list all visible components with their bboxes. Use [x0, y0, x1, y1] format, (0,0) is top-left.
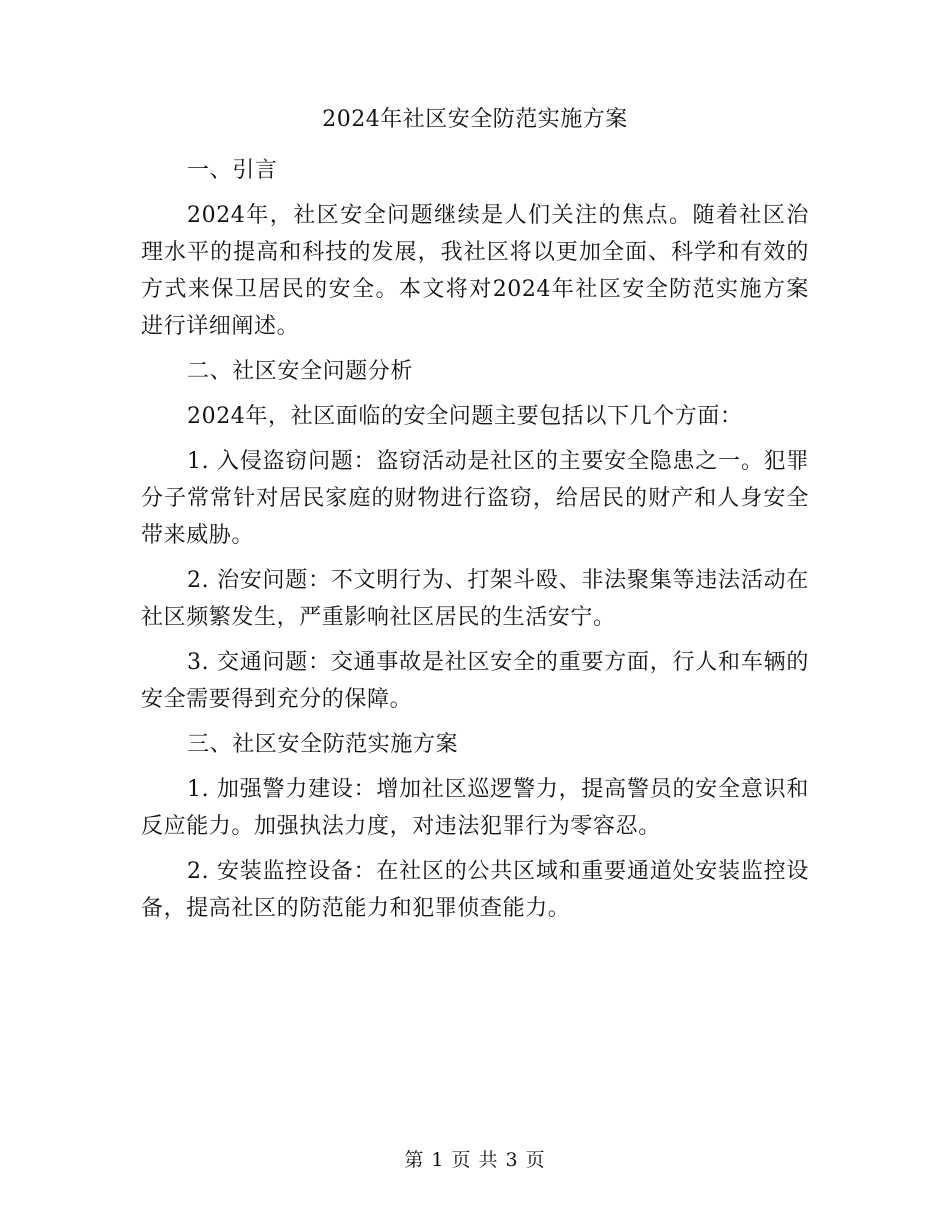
list-item-police-force: 1. 加强警力建设：增加社区巡逻警力，提高警员的安全意识和反应能力。加强执法力度，对违法犯罪行为零容忍。 [141, 777, 809, 839]
section-heading-introduction: 一、引言 [187, 158, 278, 183]
list-item-surveillance: 2. 安装监控设备：在社区的公共区域和重要通道处安装监控设备，提高社区的防范能力和犯罪侦查能力。 [141, 859, 809, 921]
list-item-burglary: 1. 入侵盗窃问题：盗窃活动是社区的主要安全隐患之一。犯罪分子常常针对居民家庭的财物进行盗窃，给居民的财产和人身安全带来威胁。 [141, 449, 809, 548]
list-item-traffic: 3. 交通问题：交通事故是社区安全的重要方面，行人和车辆的安全需要得到充分的保障。 [141, 650, 809, 712]
section-heading-analysis: 二、社区安全问题分析 [187, 359, 414, 384]
paragraph-analysis-intro: 2024年，社区面临的安全问题主要包括以下几个方面： [187, 404, 743, 429]
list-item-public-order: 2. 治安问题：不文明行为、打架斗殴、非法聚集等违法活动在社区频繁发生，严重影响社区居民的生活安宁。 [141, 568, 809, 630]
paragraph-introduction: 2024年，社区安全问题继续是人们关注的焦点。随着社区治理水平的提高和科技的发展，我社区将以更加全面、科学和有效的方式来保卫居民的安全。本文将对2024年社区安全防范实施方案进行详细阐述。 [141, 203, 809, 339]
section-heading-plan: 三、社区安全防范实施方案 [187, 732, 459, 757]
page-footer: 第 1 页 共 3 页 [404, 1149, 546, 1171]
page-title: 2024年社区安全防范实施方案 [322, 107, 628, 132]
document-body [141, 152, 809, 935]
